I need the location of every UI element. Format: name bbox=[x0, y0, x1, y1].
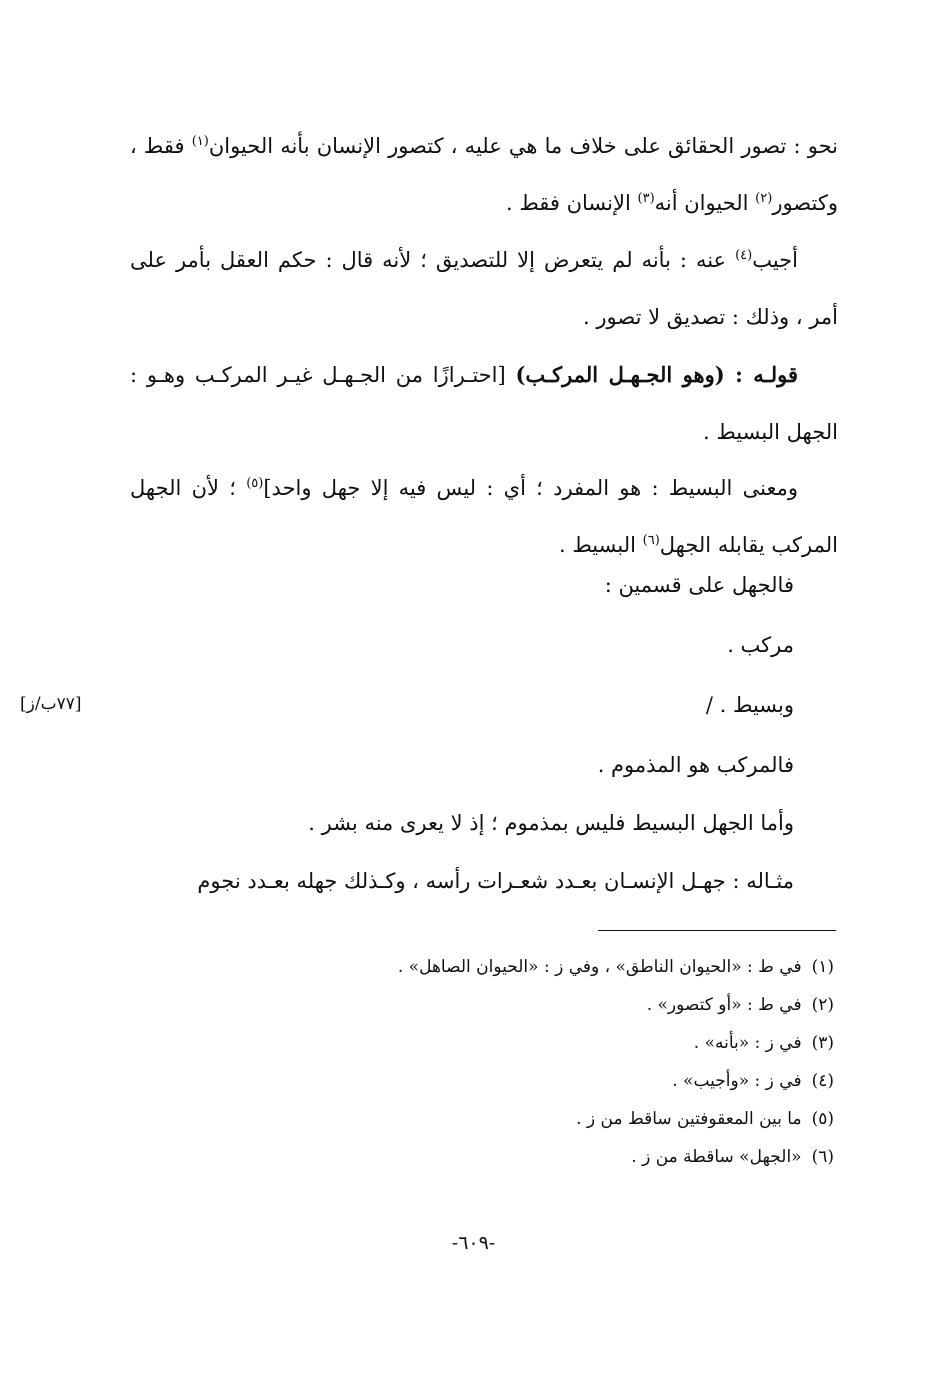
paragraph-1 bbox=[130, 118, 838, 232]
footnote-marker-2: (٢) bbox=[755, 191, 773, 206]
footnote-number: (٢) bbox=[811, 995, 834, 1015]
paragraph-text: [احتـرازًا من الجـهـل غيـر المركـب وهـو : الجهل البسيط . bbox=[130, 363, 838, 444]
footnote-marker-3: (٣) bbox=[637, 191, 655, 206]
footnote-separator bbox=[598, 930, 836, 931]
text-line: فالجهل على قسمين : bbox=[604, 573, 794, 597]
paragraph-2 bbox=[130, 232, 838, 346]
footnote-item bbox=[398, 1024, 834, 1062]
commentary-lead: قولـه : bbox=[735, 362, 798, 387]
footnote-text: في ز : «بأنه» . bbox=[693, 1033, 802, 1053]
footnote-item bbox=[398, 986, 834, 1024]
footnote-number: (٣) bbox=[811, 1033, 834, 1053]
footnote-item bbox=[398, 1138, 834, 1176]
footnote-text: «الجهل» ساقطة من ز . bbox=[631, 1147, 802, 1167]
footnote-marker-5: (٥) bbox=[246, 476, 264, 491]
paragraph-text: ومعنى البسيط : هو المفرد ؛ أي : ليس فيه إلا جهل واحد] bbox=[263, 476, 798, 500]
footnote-item bbox=[398, 1100, 834, 1138]
paragraph-text: البسيط . bbox=[559, 533, 643, 557]
footnote-item bbox=[398, 948, 834, 986]
paragraph-text: ؛ لأن الجهل المركب يقابله الجهل bbox=[130, 476, 838, 557]
paragraph-text: عنه : بأنه لم يتعرض إلا للتصديق ؛ لأنه قال : حكم العقل بأمر على أمر ، وذلك : تصديق لا تصور . bbox=[130, 248, 838, 329]
manuscript-folio-reference: [٧٧ب/ز] bbox=[20, 694, 82, 714]
footnote-marker-6: (٦) bbox=[642, 533, 660, 548]
paragraph-text: أجيب bbox=[752, 248, 798, 272]
footnote-text: في ط : «الحيوان الناطق» ، وفي ز : «الحيوان الصاهل» . bbox=[397, 957, 802, 977]
text-line: مثـاله : جهـل الإنسـان بعـدد شعـرات رأسه ، وكـذلك جهله بعـدد نجوم bbox=[197, 869, 794, 893]
text-line: وبسيط . / bbox=[705, 693, 794, 717]
paragraph-text: نحو : تصور الحقائق على خلاف ما هي عليه ، كتصور الإنسان بأنه الحيوان bbox=[208, 134, 838, 158]
paragraph-text: الإنسان فقط . bbox=[505, 191, 638, 215]
footnote-text: في ط : «أو كتصور» . bbox=[646, 995, 802, 1015]
page-number: -٦٠٩- bbox=[451, 1232, 496, 1254]
footnote-number: (٤) bbox=[811, 1071, 834, 1091]
footnote-marker-4: (٤) bbox=[735, 248, 753, 263]
footnote-number: (١) bbox=[811, 957, 834, 977]
footnote-text: في ز : «وأجيب» . bbox=[672, 1071, 802, 1091]
quoted-matn: (وهو الجـهـل المركـب) bbox=[515, 362, 736, 387]
footnote-number: (٦) bbox=[811, 1147, 834, 1167]
footnote-number: (٥) bbox=[811, 1109, 834, 1129]
paragraph-4 bbox=[130, 460, 838, 574]
paragraph-text: فقط ، وكتصور bbox=[130, 134, 838, 215]
text-line: فالمركب هو المذموم . bbox=[597, 753, 794, 777]
text-line: مركب . bbox=[727, 633, 794, 657]
text-line: وأما الجهل البسيط فليس بمذموم ؛ إذ لا يعرى منه بشر . bbox=[308, 811, 794, 835]
paragraph-text: الحيوان أنه bbox=[654, 191, 756, 215]
footnotes bbox=[398, 948, 834, 1176]
footnote-text: ما بين المعقوفتين ساقط من ز . bbox=[576, 1109, 802, 1129]
paragraph-3 bbox=[130, 346, 838, 461]
footnote-item bbox=[398, 1062, 834, 1100]
footnote-marker-1: (١) bbox=[191, 134, 209, 149]
